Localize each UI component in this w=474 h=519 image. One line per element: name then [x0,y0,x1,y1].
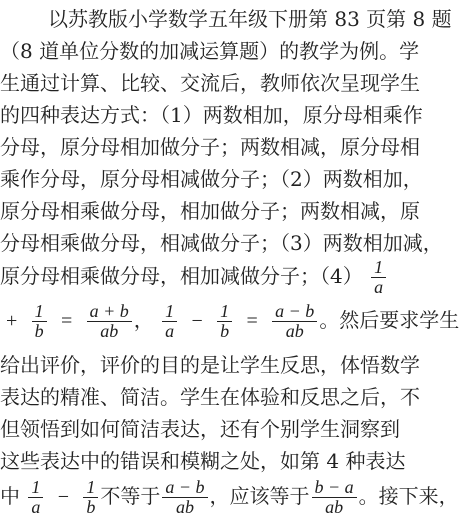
fraction-1-over-a: $\frac{1}{a}$ [371,258,386,297]
minus-sign: − [191,310,203,332]
line-9-text: 原分母相乘做分母，相加减做分子；（4） [0,264,363,288]
formula-tail-text: 。然后要求学生 [319,308,460,332]
fraction-a-minus-b-over-ab-2: $\frac{a - b}{ab}$ [162,478,207,517]
fraction-1-over-a-2: $\frac{1}{a}$ [162,302,177,341]
fraction-b-minus-a-over-ab: $\frac{b - a}{ab}$ [312,478,357,517]
text-line-12: 表达的精准、简洁。学生在体验和反思之后，不 [0,385,420,409]
text-line-2: （8 道单位分数的加减运算题）的教学为例。学 [0,39,420,63]
fraction-1-over-b: $\frac{1}{b}$ [32,302,47,341]
fraction-1-over-b-3: $\frac{1}{b}$ [83,478,98,517]
should-equal-text: ，应该等于 [209,484,310,508]
text-line-8: 分母相乘做分母，相减做分子；（3）两数相加减， [0,231,443,255]
plus-sign: + [6,310,18,332]
text-line-7: 原分母相乘做分母，相加做分子；两数相减，原 [0,199,420,223]
last-line-suffix: 。接下来， [358,484,459,508]
equals-sign-2: = [246,310,258,332]
fraction-1-over-a-3: $\frac{1}{a}$ [28,478,43,517]
text-line-13: 但领悟到如何简洁表达，还有个别学生洞察到 [0,417,400,441]
comma: ， [133,308,154,332]
minus-sign-2: − [57,486,69,508]
not-equal-text: 不等于 [100,484,161,508]
text-line-15 [0,474,474,518]
text-line-1: 以苏教版小学数学五年级下册第 83 页第 8 题 [48,7,452,31]
fraction-a-plus-b-over-ab: $\frac{a + b}{ab}$ [87,302,132,341]
fraction-1-over-b-2: $\frac{1}{b}$ [217,302,232,341]
text-line-4: 的四种表达方式：（1）两数相加，原分母相乘作 [0,103,423,127]
formula-line [0,298,474,342]
text-line-5: 分母，原分母相加做分子；两数相减，原分母相 [0,135,420,159]
text-line-14: 这些表达中的错误和模糊之处，如第 4 种表达 [0,449,406,473]
equals-sign: = [61,310,73,332]
text-line-3: 生通过计算、比较、交流后，教师依次呈现学生 [0,71,420,95]
text-line-9 [0,256,474,296]
last-line-prefix: 中 [0,484,20,508]
text-line-11: 给出评价，评价的目的是让学生反思，体悟数学 [0,353,420,377]
fraction-a-minus-b-over-ab: $\frac{a - b}{ab}$ [272,302,317,341]
text-line-6: 乘作分母，原分母相减做分子；（2）两数相加， [0,167,423,191]
